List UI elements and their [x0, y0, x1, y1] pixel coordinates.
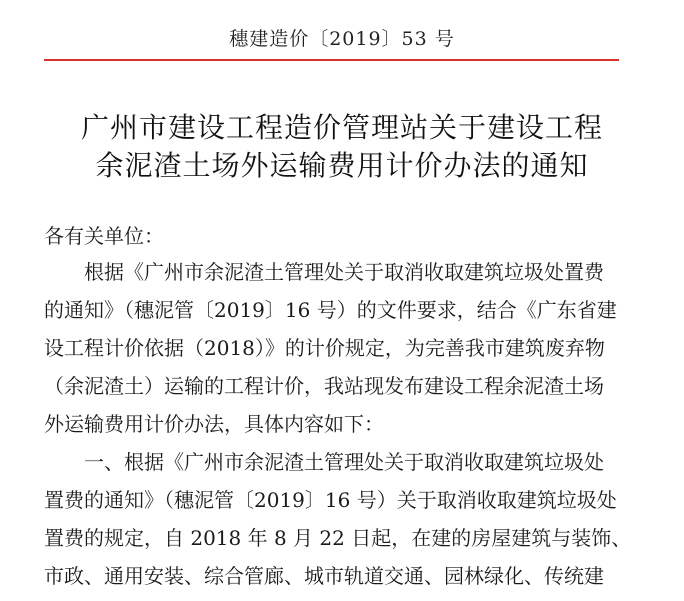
document-number: 穗建造价〔2019〕53 号	[229, 28, 455, 50]
title-line-1: 广州市建设工程造价管理站关于建设工程	[80, 111, 603, 144]
body-line: （余泥渣土）运输的工程计价，我站现发布建设工程余泥渣土场	[44, 374, 604, 398]
salutation: 各有关单位：	[44, 224, 164, 248]
body-line: 的通知》（穗泥管〔2019〕16 号）的文件要求，结合《广东省建	[44, 298, 617, 322]
title-line-2: 余泥渣土场外运输费用计价办法的通知	[95, 149, 589, 182]
body-line: 一、根据《广州市余泥渣土管理处关于取消收取建筑垃圾处	[44, 450, 604, 474]
body-line: 根据《广州市余泥渣土管理处关于取消收取建筑垃圾处置费	[44, 260, 604, 284]
body-line: 市政、通用安装、综合管廊、城市轨道交通、园林绿化、传统建	[44, 564, 604, 588]
body-line: 外运输费用计价办法，具体内容如下：	[44, 412, 384, 436]
red-header-rule	[44, 59, 619, 61]
body-line: 置费的通知》（穗泥管〔2019〕16 号）关于取消收取建筑垃圾处	[44, 488, 617, 512]
body-line: 置费的规定，自 2018 年 8 月 22 日起，在建的房屋建筑与装饰、	[44, 526, 632, 550]
body-line: 设工程计价依据（2018）》的计价规定，为完善我市建筑废弃物	[44, 336, 605, 360]
